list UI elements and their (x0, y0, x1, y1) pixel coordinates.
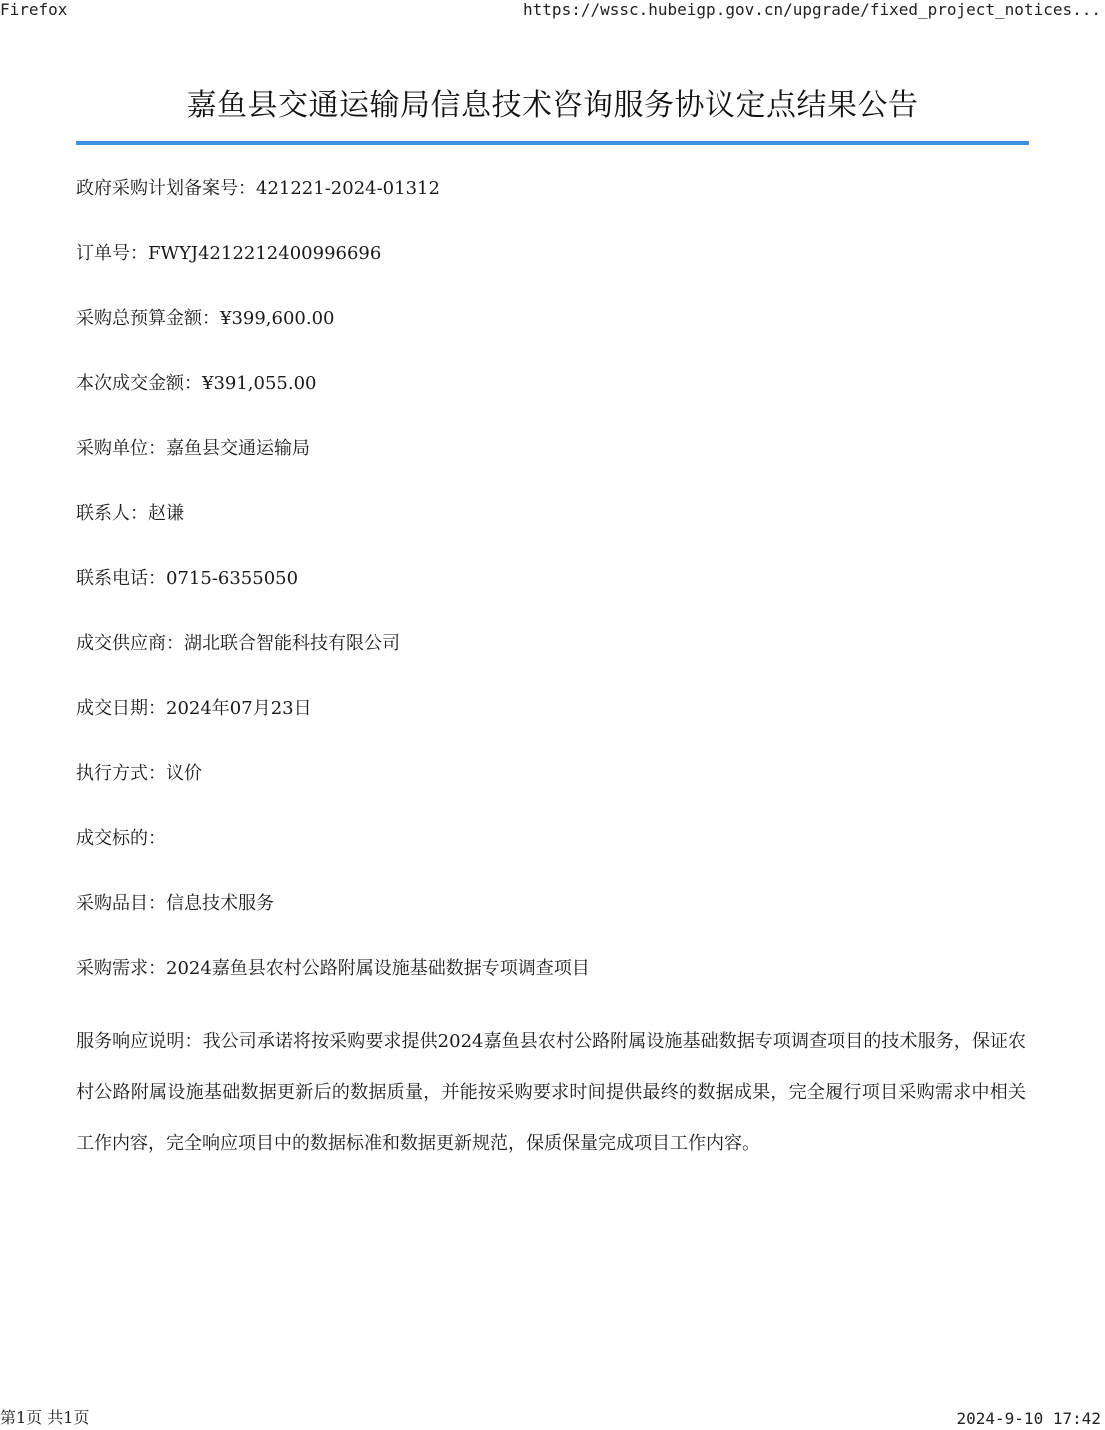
field-plan-record-number (76, 170, 1029, 235)
field-value: 嘉鱼县交通运输局 (166, 438, 310, 459)
field-procurement-category (76, 885, 1029, 950)
field-label: 联系人： (76, 503, 148, 524)
page-count: 第1页 共1页 (0, 1408, 90, 1427)
field-supplier (76, 625, 1029, 690)
document-title: 嘉鱼县交通运输局信息技术咨询服务协议定点结果公告 (186, 88, 919, 123)
field-value: 赵谦 (148, 503, 184, 524)
field-label: 政府采购计划备案号： (76, 178, 256, 199)
field-value: 湖北联合智能科技有限公司 (184, 633, 400, 654)
print-footer (0, 1408, 1105, 1430)
field-value: ¥391,055.00 (202, 373, 317, 394)
field-label: 执行方式： (76, 763, 166, 784)
field-label: 本次成交金额： (76, 373, 202, 394)
field-label: 成交供应商： (76, 633, 184, 654)
page-url: https://wssc.hubeigp.gov.cn/upgrade/fixed_project_notices... (523, 0, 1101, 19)
field-total-budget (76, 300, 1029, 365)
field-value: 2024年07月23日 (166, 698, 312, 719)
field-value: 信息技术服务 (166, 893, 274, 914)
browser-name: Firefox (0, 0, 68, 19)
field-label: 成交日期： (76, 698, 166, 719)
field-value: 议价 (166, 763, 202, 784)
service-note-label: 服务响应说明： (76, 1031, 203, 1052)
field-deal-subject (76, 820, 1029, 885)
field-label: 采购需求： (76, 958, 166, 979)
print-datetime: 2024-9-10 17:42 (956, 1409, 1101, 1428)
field-value: ¥399,600.00 (220, 308, 335, 329)
service-response-note (76, 1016, 1026, 1169)
notice-fields (76, 170, 1029, 1015)
field-execution-method (76, 755, 1029, 820)
field-label: 订单号： (76, 243, 148, 264)
field-deal-amount (76, 365, 1029, 430)
service-note-text: 我公司承诺将按采购要求提供2024嘉鱼县农村公路附属设施基础数据专项调查项目的技术服务，保证农村公路附属设施基础数据更新后的数据质量，并能按采购要求时间提供最终的数据成果，完全履行项目采购需求中相关工作内容，完全响应项目中的数据标准和数据更新规范，保质保量完成项目工作内容。 (76, 1031, 1026, 1154)
print-header (0, 0, 1105, 22)
field-label: 成交标的： (76, 828, 166, 849)
field-contact-phone (76, 560, 1029, 625)
field-order-number (76, 235, 1029, 300)
field-label: 联系电话： (76, 568, 166, 589)
field-procurement-requirement (76, 950, 1029, 1015)
field-label: 采购单位： (76, 438, 166, 459)
field-value: 0715-6355050 (166, 568, 299, 589)
field-deal-date (76, 690, 1029, 755)
field-value: 421221-2024-01312 (256, 178, 440, 199)
title-divider (76, 141, 1029, 145)
field-contact-person (76, 495, 1029, 560)
field-value: 2024嘉鱼县农村公路附属设施基础数据专项调查项目 (166, 958, 590, 979)
field-label: 采购总预算金额： (76, 308, 220, 329)
field-value: FWYJ4212212400996696 (148, 243, 382, 264)
field-label: 采购品目： (76, 893, 166, 914)
field-purchasing-unit (76, 430, 1029, 495)
